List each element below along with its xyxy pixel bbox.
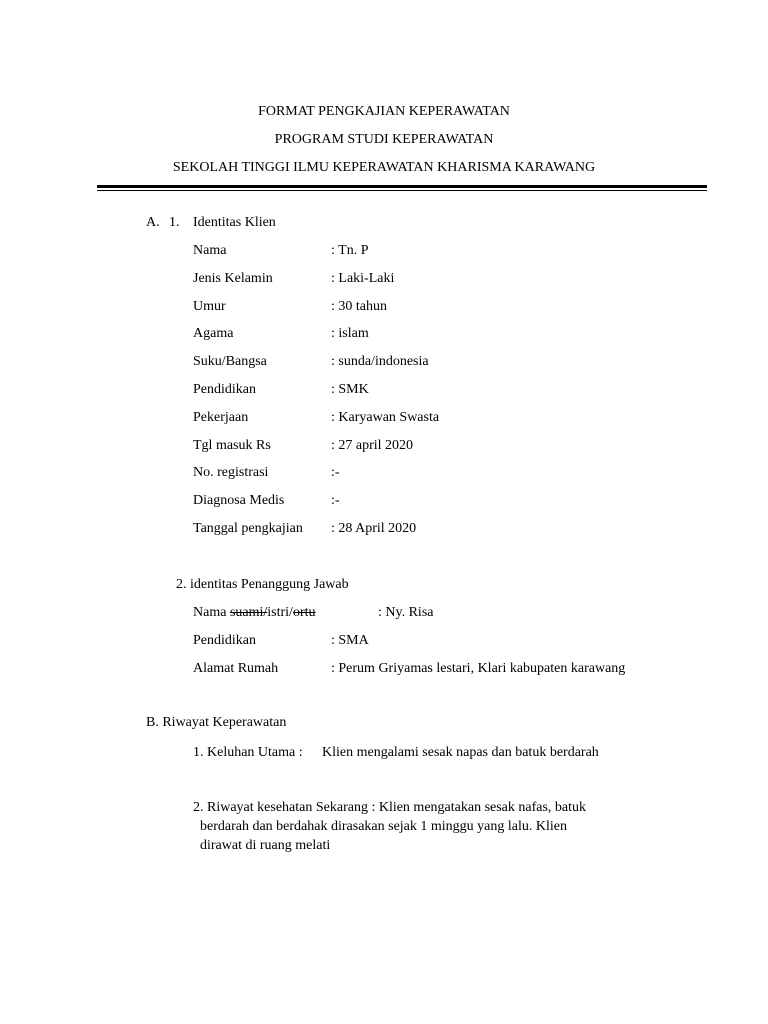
field-value: :-: [331, 493, 340, 508]
field-value: : 27 april 2020: [331, 438, 414, 453]
field-label: Pekerjaan: [193, 410, 249, 425]
guardian-education-value: : SMA: [331, 633, 369, 648]
field-label: Agama: [193, 326, 234, 341]
header-divider-thin: [97, 190, 707, 191]
field-value: : Laki-Laki: [331, 271, 395, 286]
complaint-value: Klien mengalami sesak napas dan batuk berdarah: [322, 745, 599, 760]
guardian-section-title: 2. identitas Penanggung Jawab: [176, 577, 349, 592]
section-a-title: Identitas Klien: [193, 215, 276, 230]
field-value: : Karyawan Swasta: [331, 410, 440, 425]
field-label: Tanggal pengkajian: [193, 521, 303, 536]
field-value: : SMK: [331, 382, 369, 397]
history-line-1: 2. Riwayat kesehatan Sekarang : Klien mengatakan sesak nafas, batuk: [193, 800, 587, 815]
guardian-address-value: : Perum Griyamas lestari, Klari kabupaten karawang: [331, 661, 626, 676]
field-label: Diagnosa Medis: [193, 493, 285, 508]
field-label: Tgl masuk Rs: [193, 438, 271, 453]
guardian-education-label: Pendidikan: [193, 633, 256, 648]
field-value: : 28 April 2020: [331, 521, 417, 536]
guardian-address-label: Alamat Rumah: [193, 661, 279, 676]
guardian-name-strike-ortu: ortu: [292, 605, 316, 620]
header-line-1: FORMAT PENGKAJIAN KEPERAWATAN: [258, 104, 510, 119]
guardian-name-prefix: Nama: [193, 605, 230, 620]
header-line-2: PROGRAM STUDI KEPERAWATAN: [274, 132, 494, 147]
field-value: : sunda/indonesia: [331, 354, 429, 369]
field-label: Umur: [193, 299, 226, 314]
header-divider-thick: [97, 185, 707, 188]
guardian-name-label: [193, 604, 316, 622]
field-value: :-: [331, 465, 340, 480]
field-value: : islam: [331, 326, 369, 341]
guardian-name-istri: istri/: [267, 605, 293, 620]
guardian-name-strike-suami: suami/: [229, 605, 268, 620]
field-label: Pendidikan: [193, 382, 256, 397]
field-value: : Tn. P: [331, 243, 369, 258]
field-label: Suku/Bangsa: [193, 354, 267, 369]
field-label: No. registrasi: [193, 465, 269, 480]
header-line-3: SEKOLAH TINGGI ILMU KEPERAWATAN KHARISMA KARAWANG: [172, 160, 596, 175]
history-line-2: berdarah dan berdahak dirasakan sejak 1 minggu yang lalu. Klien: [200, 819, 567, 834]
guardian-name-value: : Ny. Risa: [378, 605, 434, 620]
section-a-letter: A.: [146, 215, 160, 230]
field-value: : 30 tahun: [331, 299, 387, 314]
section-b-title: B. Riwayat Keperawatan: [146, 715, 287, 730]
complaint-label: 1. Keluhan Utama :: [193, 745, 303, 760]
section-a-number: 1.: [169, 215, 180, 230]
history-line-3: dirawat di ruang melati: [200, 838, 331, 853]
field-label: Jenis Kelamin: [193, 271, 273, 286]
field-label: Nama: [193, 243, 227, 258]
